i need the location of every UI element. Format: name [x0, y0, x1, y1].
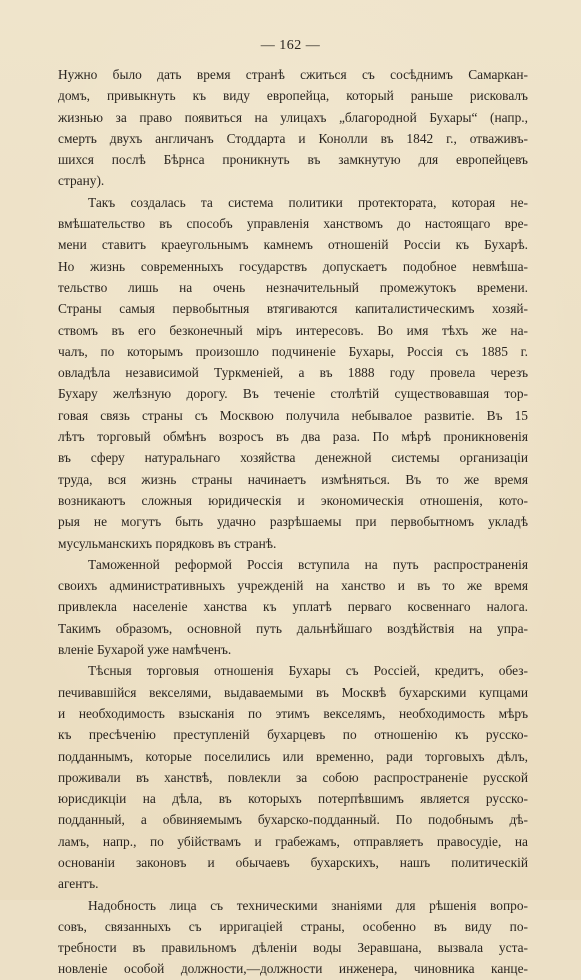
text-line: печивавшійся векселями, выдаваемыми въ Москвѣ бухарскими купцами	[58, 684, 528, 700]
text-line: подданный, а обвиняемымъ бухарско-подданный. По подобнымъ дѣ-	[58, 812, 528, 828]
text-line: основаніи законовъ и обычаевъ бухарскихъ, нашъ политическій	[58, 854, 528, 870]
text-line: Бухару желѣзную дорогу. Въ теченіе столѣтій существовавшая тор-	[58, 386, 528, 402]
text-line: смерть двухъ англичанъ Стоддарта и Конолли въ 1842 г., отваживъ-	[58, 130, 528, 146]
text-line: труда, вся жизнь страны начинаетъ измѣняться. Въ то же время	[58, 471, 528, 487]
text-line: шихся послѣ Бѣрнса проникнуть въ замкнутую для европейцевъ	[58, 152, 528, 168]
text-line: вленіе Бухарой уже намѣченъ.	[58, 642, 232, 658]
text-line: вмѣшательство въ способъ управленія ханствомъ до настоящаго вре-	[58, 216, 528, 232]
text-line: Нужно было дать время странѣ сжиться съ сосѣднимъ Самаркан-	[58, 67, 528, 82]
text-line: возникаютъ сложныя юридическія и экономическія отношенія, кото-	[58, 492, 528, 508]
text-line: въ сферу натуральнаго хозяйства денежной системы организаціи	[58, 450, 528, 466]
body-text	[58, 64, 528, 980]
text-line: домъ, привыкнуть къ виду европейца, который раньше рисковалъ	[58, 88, 528, 104]
text-line: овладѣла независимой Туркменіей, а въ 1888 году провела черезъ	[58, 365, 528, 381]
page-number: — 162 —	[260, 38, 321, 53]
text-line: агентъ.	[58, 876, 99, 892]
text-line: юрисдикціи на дѣла, въ которыхъ потерпѣвшимъ является русско-	[58, 791, 528, 807]
text-line: къ пресѣченію преступленій бухарцевъ по отношенію къ русско-	[58, 727, 528, 743]
text-line: Надобность лица съ техническими знаніями для рѣшенія вопро-	[88, 897, 528, 913]
text-line: совъ, связанныхъ съ ирригаціей страны, особенно въ виду по-	[58, 918, 528, 934]
text-line: новленіе особой должности,—должности инженера, чиновника канце-	[58, 961, 528, 977]
text-line: говая связь страны съ Москвою получила небывалое развитіе. Въ 15	[58, 407, 528, 423]
text-line: Таможенной реформой Россія вступила на путь распространенія	[88, 556, 528, 572]
text-line: Такъ создалась та система политики протектората, которая не-	[88, 194, 528, 210]
text-line: страну).	[58, 173, 105, 189]
text-line: Тѣсныя торговыя отношенія Бухары съ Россіей, кредитъ, обез-	[88, 663, 528, 679]
text-line: подданнымъ, которые поселились или временно, ради торговыхъ дѣлъ,	[58, 748, 528, 764]
text-line: ствомъ въ его безконечный міръ интересовъ. Во имя тѣхъ же на-	[58, 322, 528, 338]
text-line: Такимъ образомъ, основной путь дальнѣйшаго воздѣйствія на упра-	[58, 620, 528, 636]
text-line: Страны самыя первобытныя втягиваются капиталистическимъ хозяй-	[58, 301, 528, 317]
text-line: привлекла населеніе ханства къ уплатѣ перваго косвеннаго налога.	[58, 599, 528, 615]
text-line: мусульманскихъ порядковъ въ странѣ.	[58, 535, 277, 551]
text-line: своихъ административныхъ учрежденій на ханство и въ то же время	[58, 578, 528, 594]
text-line: и необходимость взысканія по этимъ векселямъ, необходимость мѣръ	[58, 705, 528, 721]
text-line: ламъ, напр., по убійствамъ и грабежамъ, отправляетъ правосудіе, на	[58, 833, 528, 849]
text-line: тельство лишь на очень незначительный промежутокъ времени.	[58, 279, 528, 295]
text-line: чалъ, по которымъ произошло подчиненіе Бухары, Россія съ 1885 г.	[58, 343, 528, 359]
text-line: рыя не могутъ быть удачно разрѣшаемы при первобытномъ укладѣ	[58, 514, 528, 530]
text-line: требности въ правильномъ дѣленіи воды Зеравшана, вызвала уста-	[58, 940, 528, 956]
text-line: проживали въ ханствѣ, повлекли за собою распространеніе русской	[58, 769, 528, 785]
text-line: жизнью за право появиться на улицахъ „благородной Бухары“ (напр.,	[58, 109, 528, 125]
text-line: лѣтъ торговый обмѣнъ возросъ въ два раза. По мѣрѣ проникновенія	[58, 429, 528, 445]
text-line: Но жизнь современныхъ государствъ допускаетъ подобное невмѣша-	[58, 258, 528, 274]
text-line: мени ставитъ краеугольнымъ камнемъ отношеній Россіи къ Бухарѣ.	[58, 237, 528, 253]
